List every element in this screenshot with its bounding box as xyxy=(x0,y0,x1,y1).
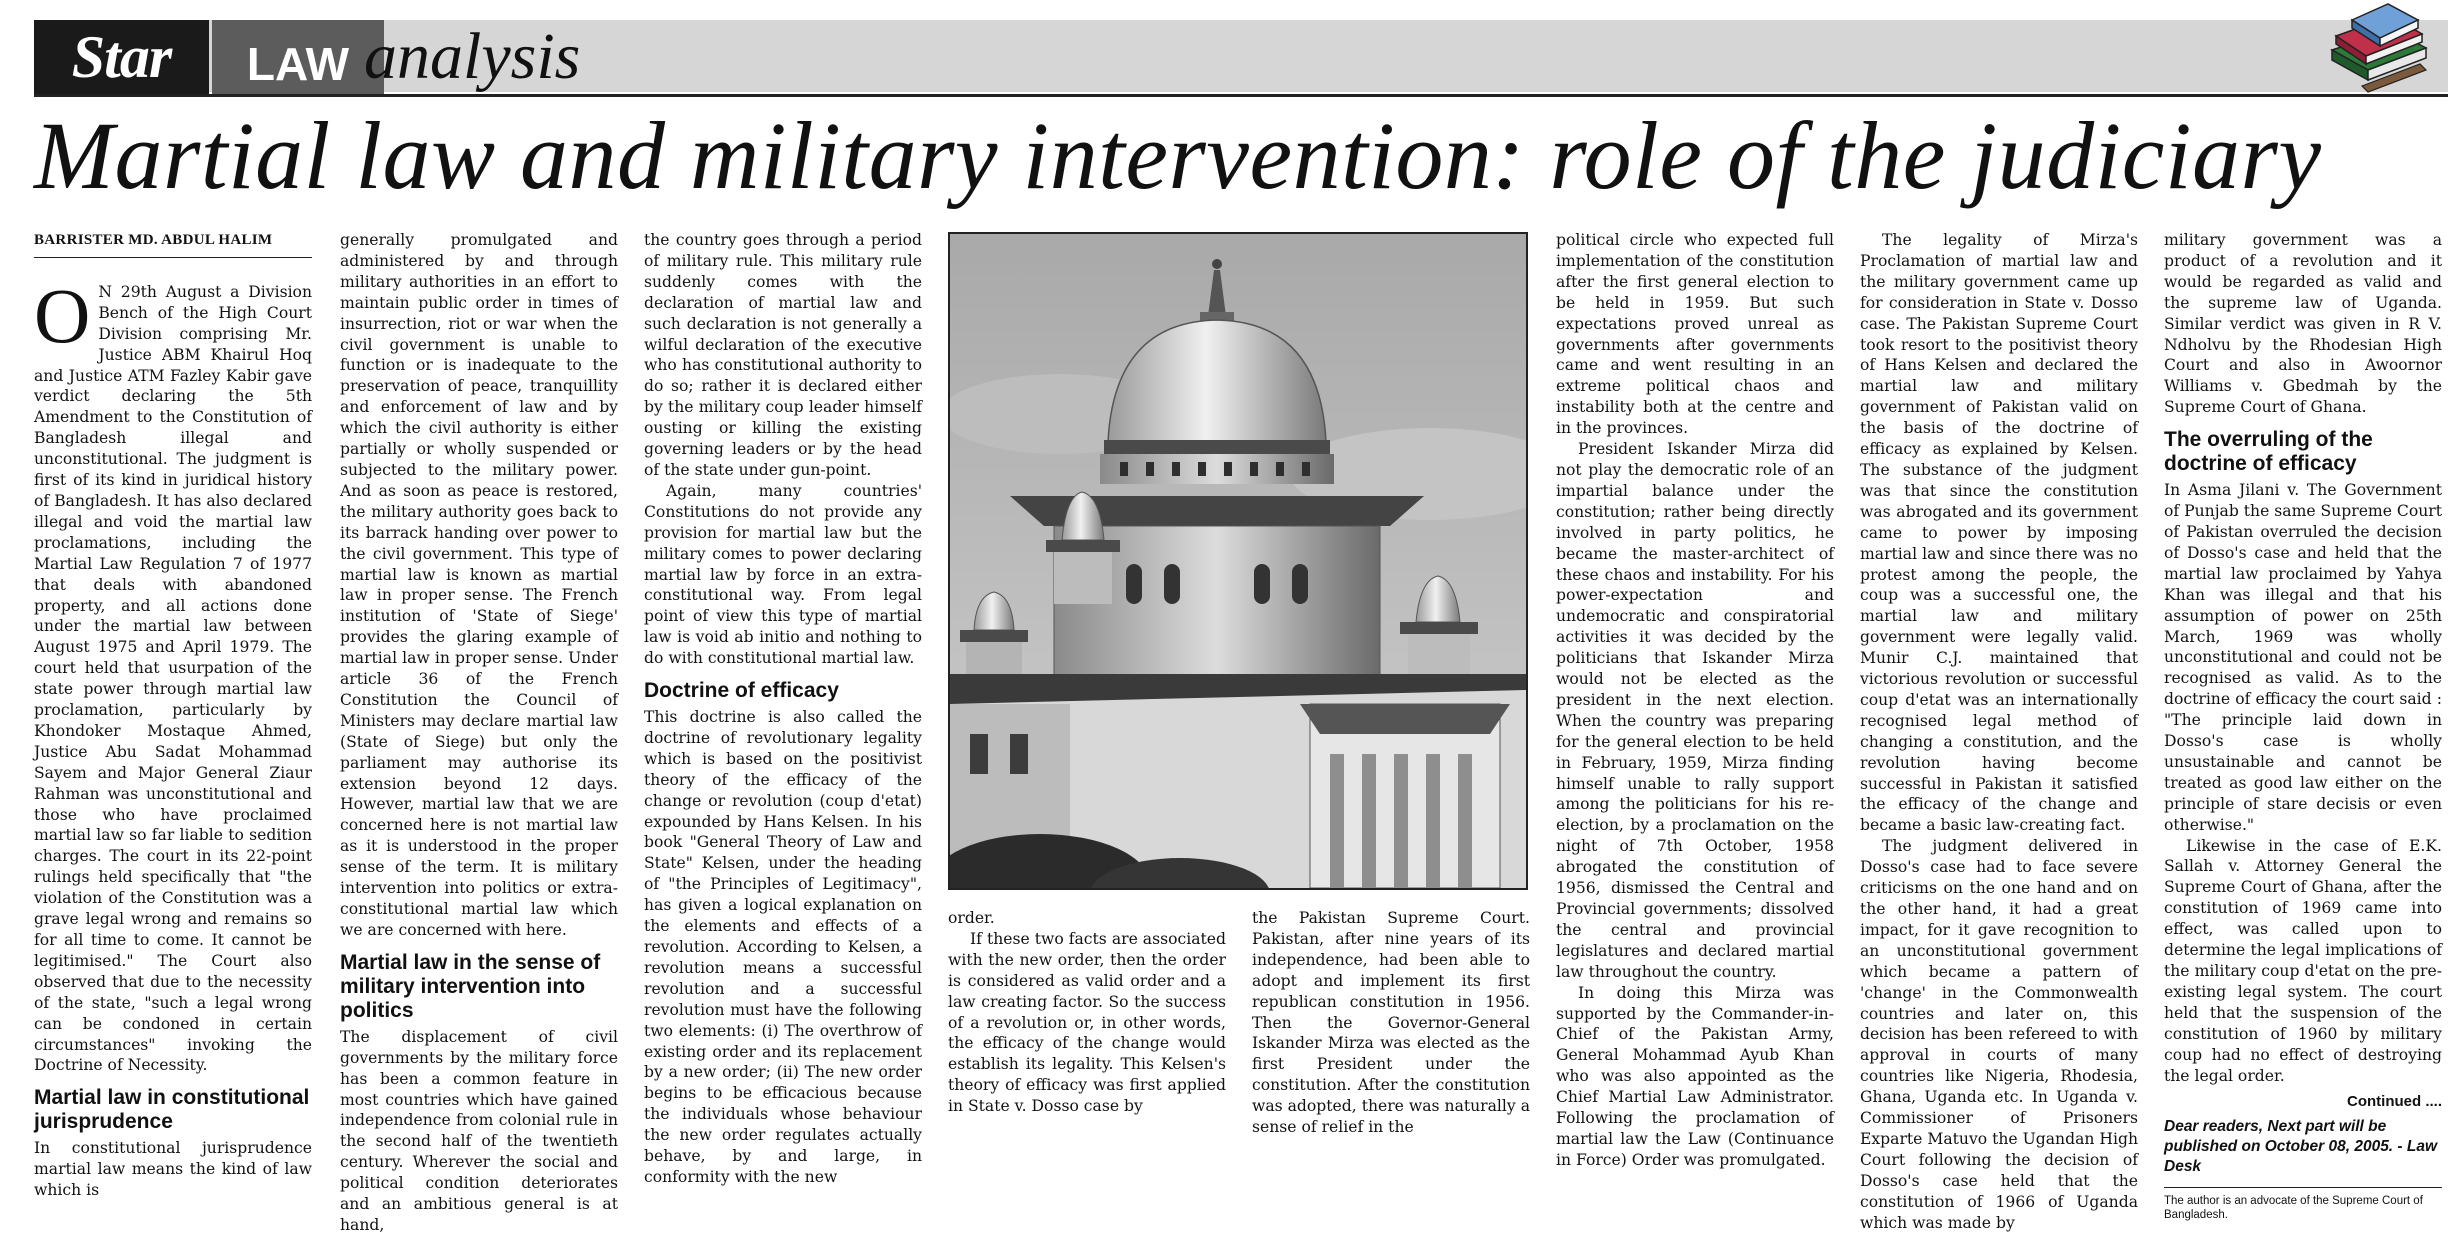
paragraph: political circle who expected full implementation of the constitution after the first general election to be held in 1959. But such expectations proved unreal as governments after governments came and went resulting in an extreme political chaos and instability both at the centre and in the provinces. xyxy=(1556,231,1834,438)
paragraph: generally promulgated and administered by and through military authorities in an effort to maintain public order in times of insurrection, riot or war when the civil government is unable to function or is inadequate to the preservation of peace, tranquillity and enforcement of law and by which the civil authority is either partially or wholly suspended or subjected to the military power. And as soon as peace is restored, the military authority goes back to its barrack handing over power to the civil government. This type of martial law is known as martial law in proper sense. The French institution of 'State of Siege' provides the glaring example of martial law in proper sense. Under article 36 of the French Constitution the Council of Ministers may declare martial law (State of Siege) but only the parliament may authorise its extension beyond 12 days. However, martial law that we are concerned here is not martial law as it is understood in the proper sense of the term. It is military intervention into politics or extra-constitutional martial law which we are concerned with here. xyxy=(340,231,618,939)
paragraph: President Iskander Mirza did not play the democratic role of an impartial balance under the constitution; rather being directly involved in party politics, he became the master-architect of these chaos and instability. For his power-expectation and undemocratic and conspiratorial activities it was decided by the politicians that Iskander Mirza would not be elected as the president in the next election. When the country was preparing for the general election to be held in February, 1959, Mirza finding himself unable to rally support among the politicians for his re-election, by a proclamation on the night of 7th October, 1958 abrogated the constitution of 1956, dismissed the Central and Provincial governments; dissolved the central and provincial legislatures and declared martial law throughout the country. xyxy=(1556,440,1834,981)
paragraph: the country goes through a period of military rule. This military rule suddenly comes with the declaration of martial law and such declaration is not generally a wilful declaration of the executive who has constitutional authority to do so; rather it is declared either by the military coup leader himself ousting or killing the existing governing leaders or by the head of the state under gun-point. xyxy=(644,231,922,479)
paragraph: military government was a product of a revolution and it would be regarded as valid and the supreme law of Uganda. Similar verdict was given in R V. Ndholvu by the Rhodesian High Court and also in Awoornor Williams v. Gbedmah by the Supreme Court of Ghana. xyxy=(2164,231,2442,417)
court-photo xyxy=(948,232,1528,890)
high-court-dome-photo xyxy=(950,234,1526,888)
paragraph: In constitutional jurisprudence martial law means the kind of law which is xyxy=(34,1139,312,1200)
lead-text: N 29th August a Division Bench of the High Court Division comprising Mr. Justice ABM Khairul Hoq and Justice ATM Fazley Kabir gave verdict declaring the 5th Amendment to the Constitution of Bangladesh illegal and unconstitutional. The judgment is first of its kind in juridical history of Bangladesh. It has also declared illegal and void the martial law proclamations, including the Martial Law Regulation 7 of 1977 that deals with abandoned property, and all actions done under the martial law between August 1975 and April 1979. The court held that usurpation of the state power through martial law proclamation, particularly by Khondoker Mostaque Ahmed, Justice Abu Sadat Mohammad Sayem and Major General Ziaur Rahman was unconstitutional and those who have proclaimed martial law so far liable to sedition charges. The court in its 22-point rulings held specifically that "the violation of the Constitution was a grave legal wrong and remains so for all time to come. It cannot be legitimised." The Court also observed that due to the necessity of the state, "such a legal wrong can be condoned in certain circumstances" invoking the Doctrine of Necessity. xyxy=(34,282,312,1075)
paragraph: Likewise in the case of E.K. Sallah v. Attorney General the Supreme Court of Ghana, after the constitution of 1969 came into effect, was called upon to determine the legal implications of the military coup d'etat on the pre-existing legal system. The court held that the suspension of the constitution of 1960 by military coup had no effect of destroying the legal order. xyxy=(2164,836,2442,1085)
author-note: The author is an advocate of the Supreme Court of Bangladesh. xyxy=(2164,1187,2442,1222)
paragraph: The judgment delivered in Dosso's case had to face severe criticisms on the one hand and on the other hand, it had a great impact, for it gave recognition to an unconstitutional government which became a pattern of 'change' in the Commonwealth countries and later on, this decision has been refereed to with approval in courts of many countries like Nigeria, Rhodesia, Ghana, Uganda etc. In Uganda v. Commissioner of Prisoners Exparte Matuvo the Ugandan High Court following the decision of Dosso's case held that the constitution of 1966 of Uganda which was made by xyxy=(1860,837,2138,1232)
paragraph: If these two facts are associated with the new order, then the order is considered as valid order and a law creating factor. So the success of a revolution or, in other words, the efficacy of the change would establish its legality. This Kelsen's theory of efficacy was first applied in State v. Dosso case by xyxy=(948,929,1226,1116)
column-4 xyxy=(948,908,1226,1117)
paragraph: The legality of Mirza's Proclamation of martial law and the military government came up for consideration in State v. Dosso case. The Pakistan Supreme Court took resort to the positivist theory of Hans Kelsen and declared the martial law and military government of Pakistan valid on the basis of the doctrine of efficacy as explained by Kelsen. The substance of the judgment was that since the constitution was abrogated and its government came to power by imposing martial law and since there was no protest among the people, the coup was a successful one, the martial law and military government were legally valid. Munir C.J. maintained that victorious revolution or successful coup d'etat was an internationally recognised legal method of changing a constitution, and the revolution having become successful in Pakistan it satisfied the efficacy of the change and became a basic law-creating fact. xyxy=(1860,231,2138,835)
paragraph: In doing this Mirza was supported by the Commander-in-Chief of the Pakistan Army, General Mohammad Ayub Khan who was also appointed as the Chief Martial Law Administrator. Following the proclamation of martial law the Law (Continuance in Force) Order was promulgated. xyxy=(1556,983,1834,1169)
column-1 xyxy=(34,230,312,1201)
column-3 xyxy=(644,230,922,1188)
lead-paragraph xyxy=(34,271,312,1076)
paragraph: The displacement of civil governments by the military force has been a common feature in most countries which have gained independence from colonial rule in the second half of the twentieth century. Wherever the social and political condition deteriorates and an ambitious general is at hand, xyxy=(340,1027,618,1234)
column-5 xyxy=(1252,908,1530,1138)
paragraph: Again, many countries' Constitutions do not provide any provision for martial law but the military comes to power declaring martial law by force in an extra-constitutional way. From legal point of view this type of martial law is void ab initio and nothing to do with constitutional martial law. xyxy=(644,481,922,668)
subhead-doctrine-of-efficacy: Doctrine of efficacy xyxy=(644,679,839,703)
column-7 xyxy=(1860,230,2138,1234)
drop-cap: O xyxy=(34,271,91,359)
paragraph: This doctrine is also called the doctrine of revolutionary legality which is based on the positivist theory of the efficacy of the change or revolution (coup d'etat) expounded by Hans Kelsen. In his book "General Theory of Law and State" Kelsen, under the heading of "the Principles of Legitimacy", has given a logical explanation on the elements and effects of a revolution. According to Kelsen, a revolution means a successful revolution and a successful revolution must have the following two elements: (i) The overthrow of existing order and its replacement by a new order; (ii) The new order begins to be efficacious because the individuals whose behaviour the new order regulates actually behave, by and large, in conformity with the new xyxy=(644,708,922,1186)
continued-label: Continued .... xyxy=(2347,1093,2442,1111)
readers-note: Dear readers, Next part will be published on October 08, 2005. - Law Desk xyxy=(2164,1118,2438,1176)
column-8 xyxy=(2164,230,2442,1222)
star-logo: Star xyxy=(34,20,209,97)
column-6 xyxy=(1556,230,1834,1171)
paragraph: In Asma Jilani v. The Government of Punjab the same Supreme Court of Pakistan overruled the decision of Dosso's case and held that the martial law proclaimed by Yahya Khan was illegal and that his assumption of power on 25th March, 1969 was wholly unconstitutional and could not be recognised as valid. As to the doctrine of efficacy the court said : "The principle laid down in Dosso's case is wholly unsustainable and cannot be treated as good law either on the principle of stare decisis or even otherwise." xyxy=(2164,481,2442,834)
section-kicker: analysis xyxy=(364,20,581,93)
masthead xyxy=(34,20,2448,98)
section-label: LAW xyxy=(212,20,384,97)
paragraph: order. xyxy=(948,909,995,927)
headline: Martial law and military intervention: role of the judiciary xyxy=(34,102,2322,209)
subhead-constitutional-jurisprudence: Martial law in constitutional jurisprudence xyxy=(34,1086,310,1134)
subhead-overruling: The overruling of the doctrine of efficacy xyxy=(2164,428,2373,476)
subhead-military-intervention: Martial law in the sense of military intervention into politics xyxy=(340,950,601,1022)
byline: BARRISTER MD. ABDUL HALIM xyxy=(34,230,312,258)
masthead-rule xyxy=(34,94,2448,97)
books-icon xyxy=(2322,0,2432,96)
paragraph: the Pakistan Supreme Court. Pakistan, after nine years of its independence, had been able to adopt and implement its first republican constitution in 1956. Then the Governor-General Iskander Mirza was elected as the first President under the constitution. After the constitution was adopted, there was naturally a sense of relief in the xyxy=(1252,909,1530,1137)
column-2 xyxy=(340,230,618,1236)
